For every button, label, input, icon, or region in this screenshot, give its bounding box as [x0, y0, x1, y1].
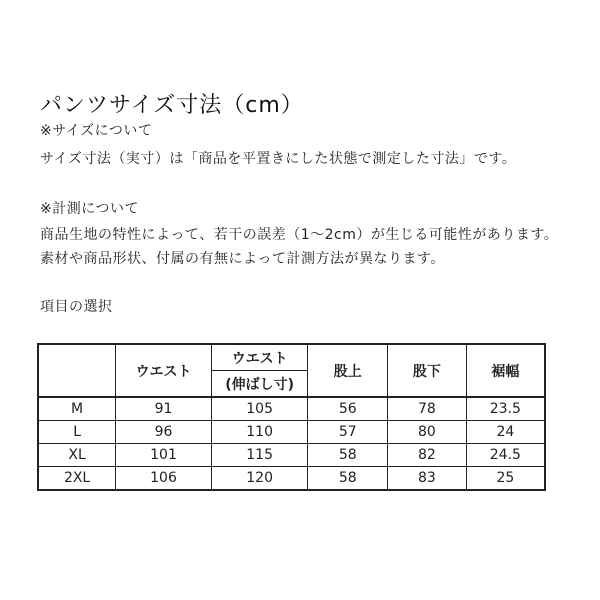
header-inseam: 股下: [388, 344, 467, 397]
rise-value: 58: [308, 444, 388, 467]
waist-stretch-value: 115: [211, 444, 308, 467]
hem-value: 24: [466, 421, 545, 444]
inseam-value: 82: [388, 444, 467, 467]
table-row: [38, 444, 545, 467]
waist-value: 96: [116, 421, 212, 444]
page-title: パンツサイズ寸法（cm）: [40, 93, 304, 118]
inseam-value: 80: [388, 421, 467, 444]
size-note-text: サイズ寸法（実寸）は「商品を平置きにした状態で測定した寸法」です。: [40, 151, 517, 167]
header-waist: ウエスト: [116, 344, 212, 397]
size-label: L: [38, 421, 116, 444]
rise-value: 57: [308, 421, 388, 444]
size-note-heading: ※サイズについて: [40, 123, 153, 139]
header-rise: 股上: [308, 344, 388, 397]
header-waist-stretch-sub: (伸ばし寸): [211, 371, 308, 398]
header-waist-stretch: ウエスト: [211, 344, 308, 371]
waist-value: 101: [116, 444, 212, 467]
hem-value: 24.5: [466, 444, 545, 467]
header-hem-width: 裾幅: [466, 344, 545, 397]
size-label: M: [38, 397, 116, 421]
table-row: [38, 397, 545, 421]
item-select-label: 項目の選択: [40, 299, 113, 315]
hem-value: 25: [466, 467, 545, 491]
waist-value: 106: [116, 467, 212, 491]
waist-stretch-value: 105: [211, 397, 308, 421]
rise-value: 58: [308, 467, 388, 491]
size-table: [37, 343, 546, 491]
table-row: [38, 421, 545, 444]
inseam-value: 83: [388, 467, 467, 491]
waist-stretch-value: 110: [211, 421, 308, 444]
size-label: XL: [38, 444, 116, 467]
header-size-corner: [38, 344, 116, 397]
measure-note-text-2: 素材や商品形状、付属の有無によって計測方法が異なります。: [40, 251, 445, 267]
rise-value: 56: [308, 397, 388, 421]
inseam-value: 78: [388, 397, 467, 421]
table-row: [38, 467, 545, 491]
size-label: 2XL: [38, 467, 116, 491]
measure-note-heading: ※計測について: [40, 201, 139, 217]
hem-value: 23.5: [466, 397, 545, 421]
waist-value: 91: [116, 397, 212, 421]
waist-stretch-value: 120: [211, 467, 308, 491]
measure-note-text-1: 商品生地の特性によって、若干の誤差（1～2cm）が生じる可能性があります。: [40, 227, 559, 243]
